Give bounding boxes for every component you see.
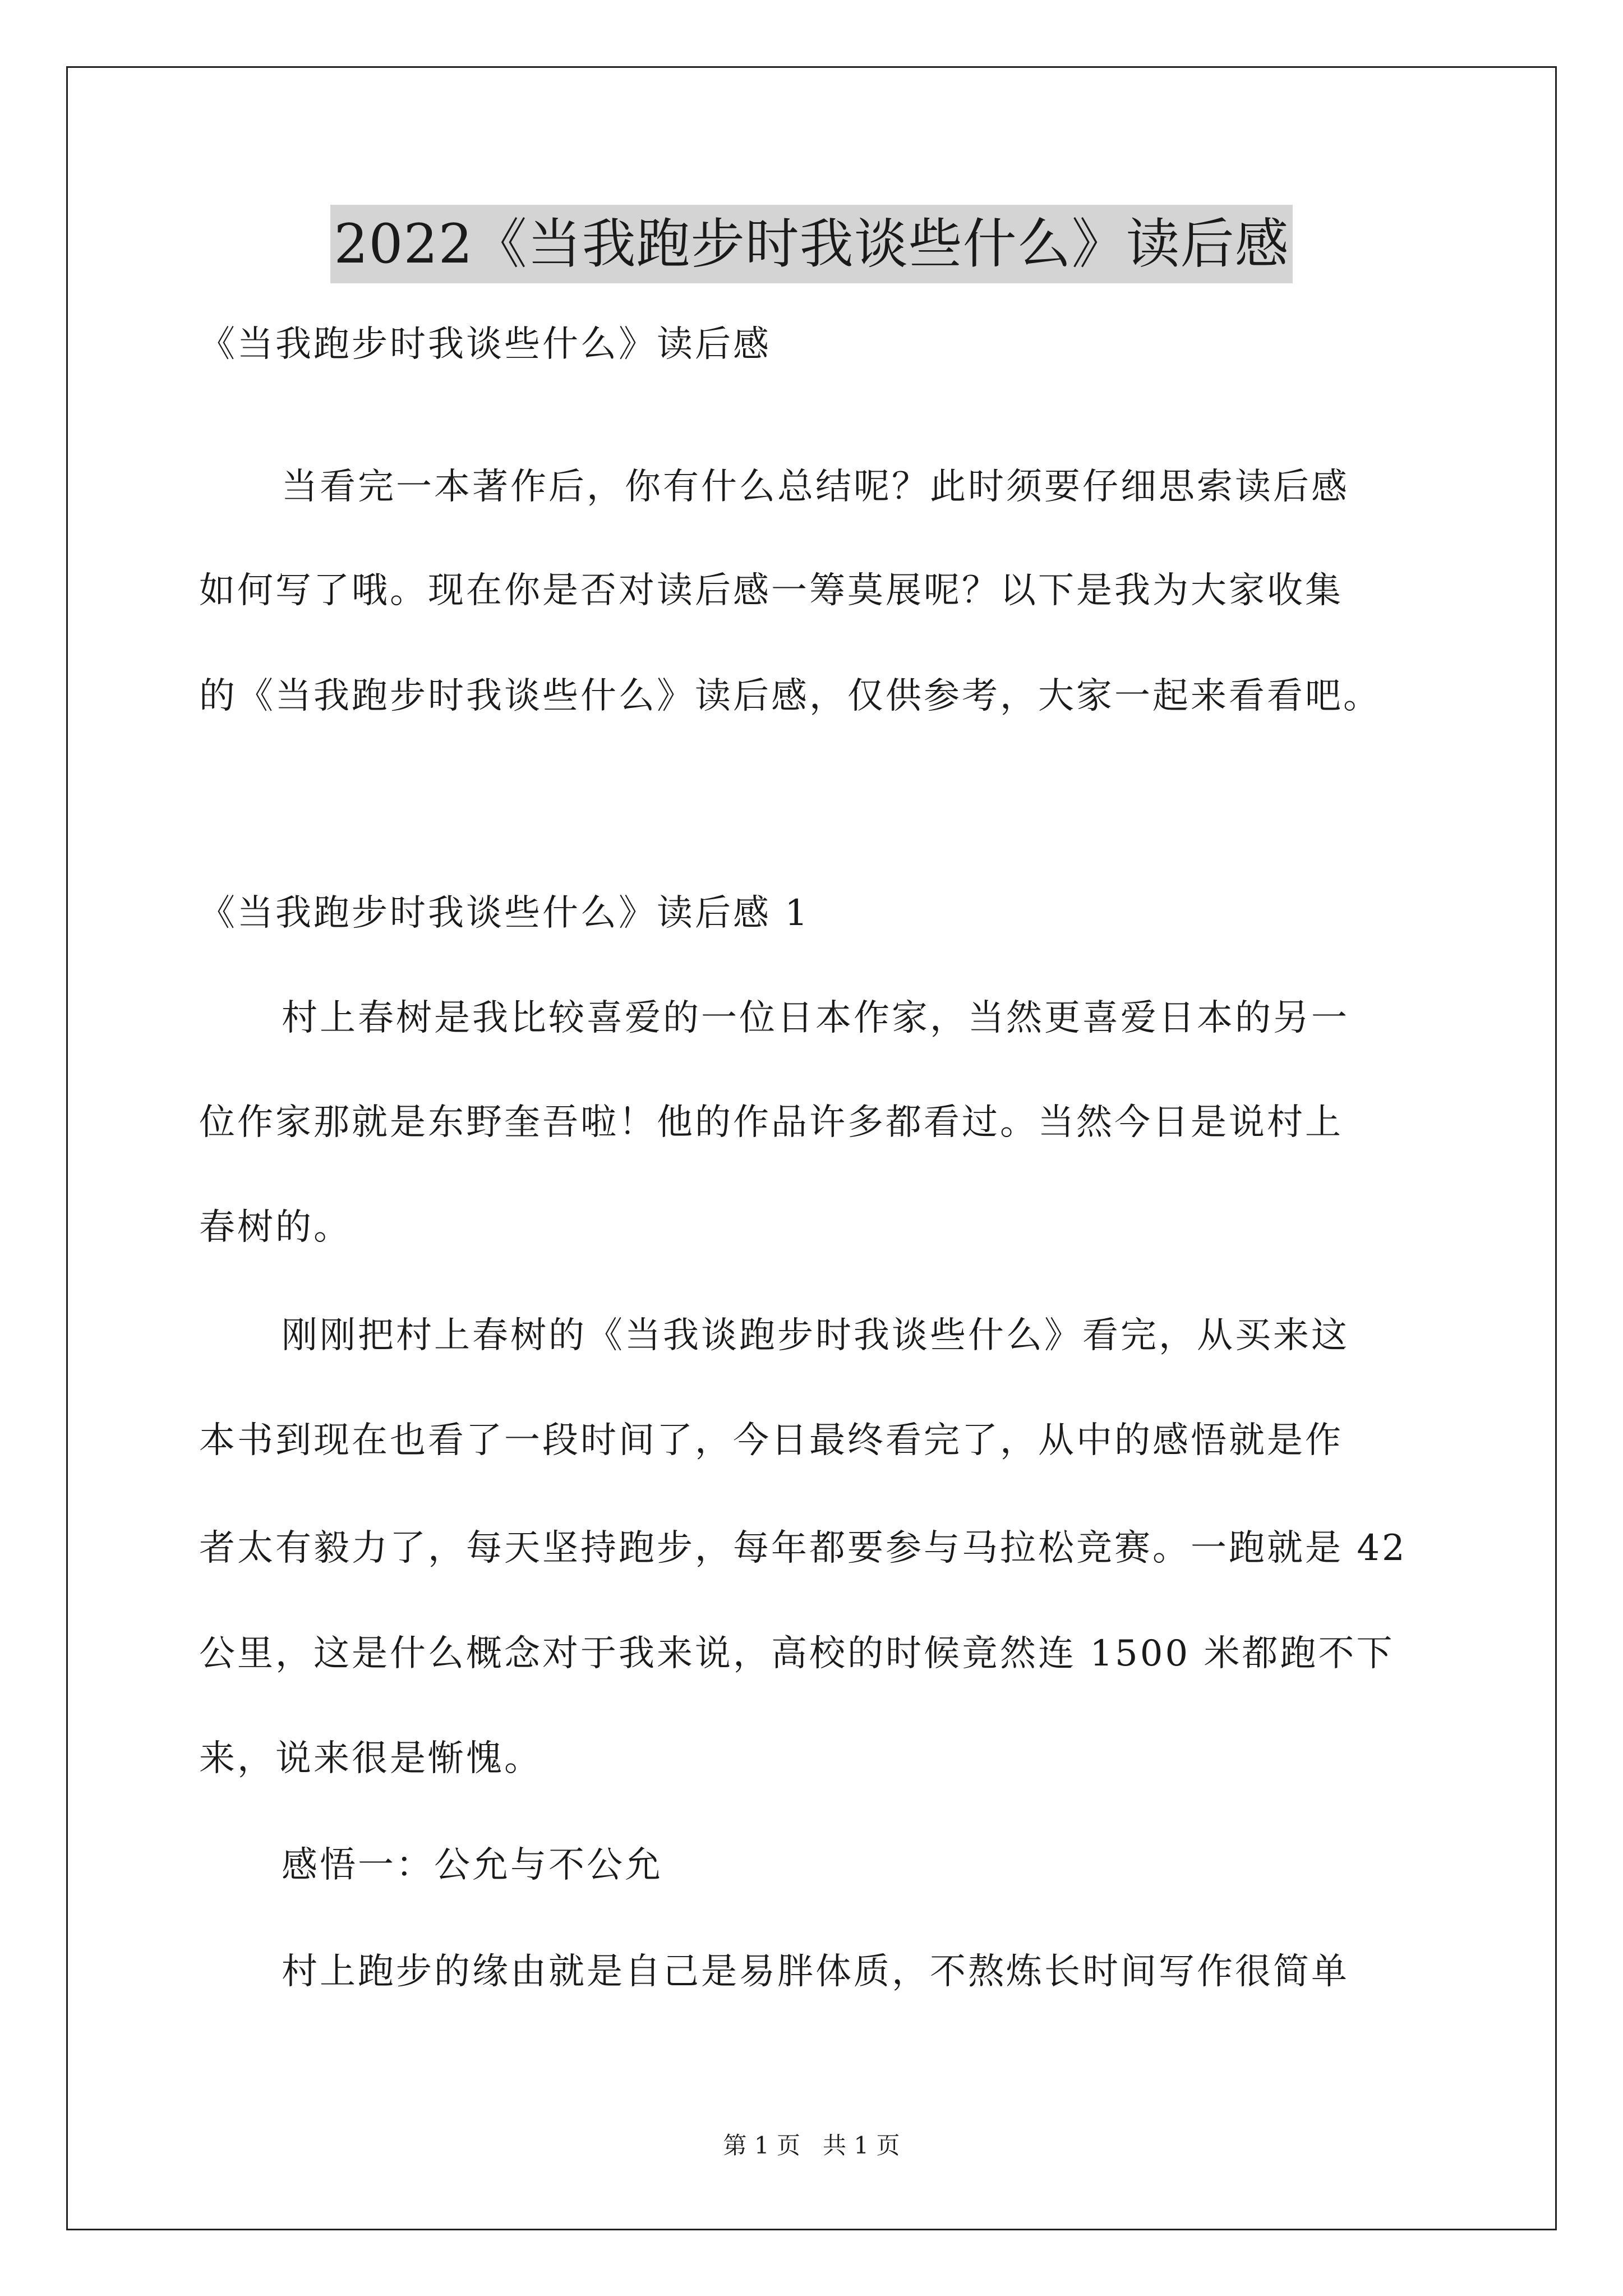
paragraph-line: 如何写了哦。现在你是否对读后感一筹莫展呢？以下是我为大家收集 (199, 570, 1343, 611)
paragraph-line: 刚刚把村上春树的《当我谈跑步时我谈些什么》看完，从买来这 (282, 1315, 1349, 1356)
paragraph-line: 者太有毅力了，每天坚持跑步，每年都要参与马拉松竞赛。一跑就是 42 (199, 1527, 1407, 1569)
subtitle-line: 《当我跑步时我谈些什么》读后感 (199, 324, 771, 365)
title-text: 2022《当我跑步时我谈些什么》读后感 (330, 205, 1292, 283)
paragraph-line: 的《当我跑步时我谈些什么》读后感，仅供参考，大家一起来看看吧。 (199, 675, 1381, 717)
paragraph-line: 位作家那就是东野奎吾啦！他的作品许多都看过。当然今日是说村上 (199, 1102, 1343, 1143)
paragraph-line: 春树的。 (199, 1207, 352, 1248)
paragraph-line: 公里，这是什么概念对于我来说，高校的时候竟然连 1500 米都跑不下 (199, 1633, 1395, 1674)
section-heading: 《当我跑步时我谈些什么》读后感 1 (199, 892, 810, 934)
paragraph-line: 当看完一本著作后，你有什么总结呢？此时须要仔细思索读后感 (282, 466, 1349, 508)
paragraph-line: 村上春树是我比较喜爱的一位日本作家，当然更喜爱日本的另一 (282, 997, 1349, 1039)
subheading-line: 感悟一：公允与不公允 (282, 1844, 663, 1886)
document-title (0, 205, 1623, 283)
paragraph-line: 来，说来很是惭愧。 (199, 1738, 542, 1779)
paragraph-line: 本书到现在也看了一段时间了，今日最终看完了，从中的感悟就是作 (199, 1420, 1343, 1461)
page-number-footer: 第 1 页 共 1 页 (723, 2132, 900, 2159)
paragraph-line: 村上跑步的缘由就是自己是易胖体质，不熬炼长时间写作很简单 (282, 1951, 1349, 1993)
